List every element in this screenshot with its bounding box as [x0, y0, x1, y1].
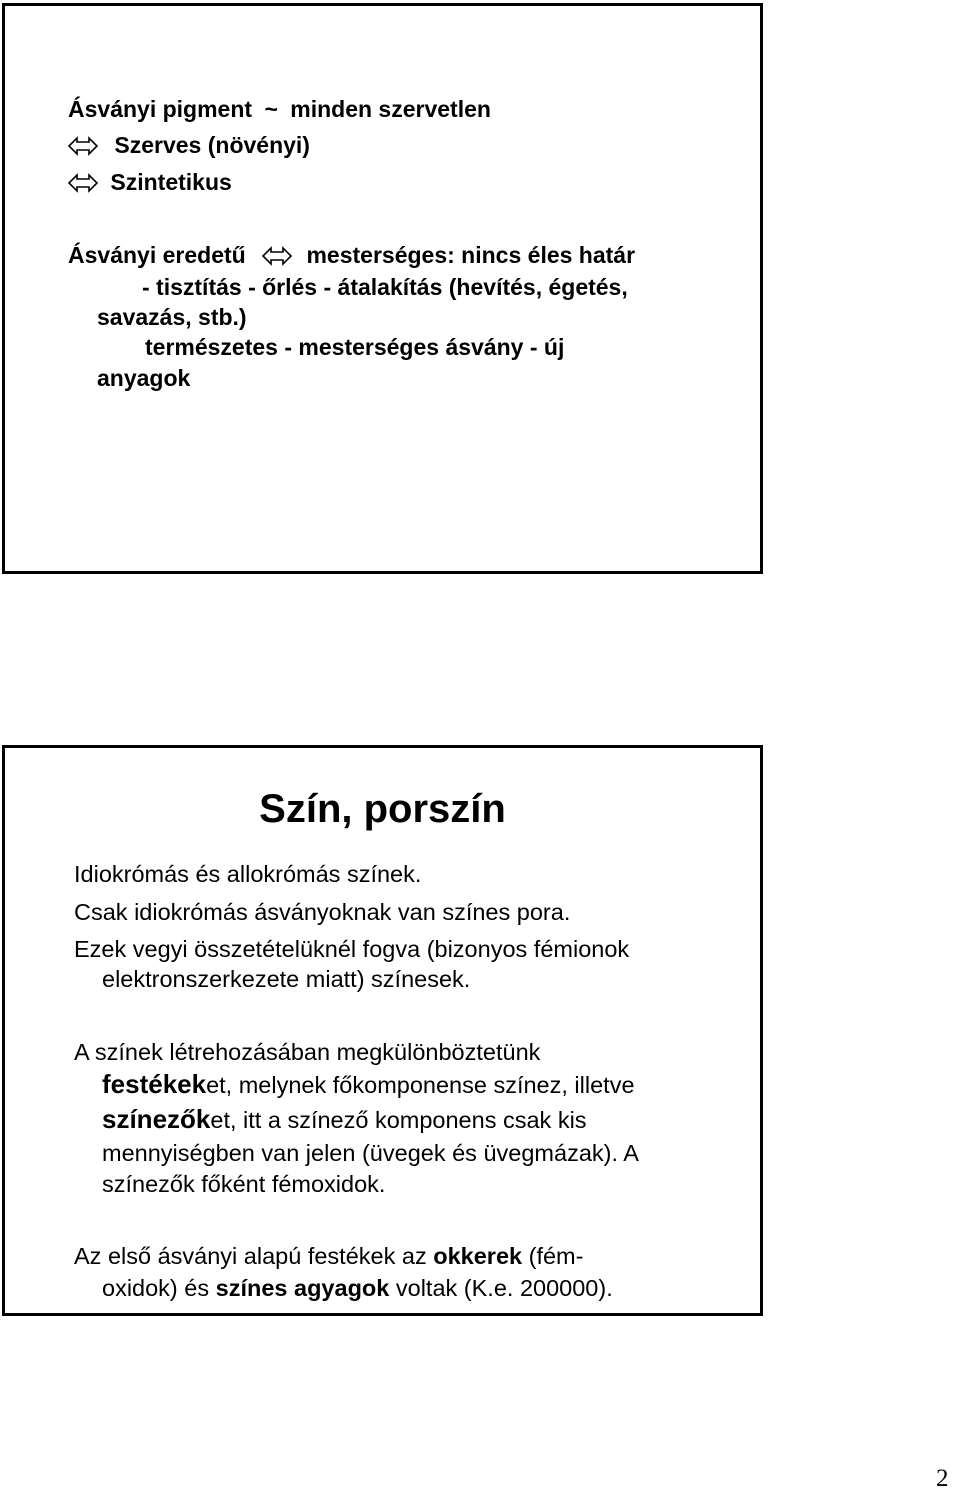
- slide1-line-2: Szerves (növényi): [68, 132, 310, 158]
- slide1-line-5: - tisztítás - őrlés - átalakítás (hevítés, égetés,: [142, 274, 628, 300]
- slide1-line-8: anyagok: [97, 365, 191, 391]
- para-4-line-2: festékeket, melynek főkomponense színez, illetve: [102, 1069, 635, 1099]
- slide-2: [2, 745, 763, 1316]
- term-szines-agyagok: színes agyagok: [215, 1275, 390, 1301]
- tilde-symbol: ~: [264, 96, 278, 122]
- slide1-line-1: Ásványi pigment ~ minden szervetlen: [68, 96, 491, 122]
- para-3-line-2: elektronszerkezete miatt) színesek.: [102, 966, 471, 992]
- slide1-line-3: Szintetikus: [68, 169, 232, 195]
- para-5-line-1: Az első ásványi alapú festékek az okkerek (fém-: [74, 1243, 584, 1269]
- slide1-line-6: savazás, stb.): [97, 304, 247, 330]
- slide-1: [2, 3, 763, 574]
- para-3-line-1: Ezek vegyi összetételüknél fogva (bizonyos fémionok: [74, 936, 630, 962]
- left-right-arrow-icon: [68, 173, 98, 193]
- para-1: Idiokrómás és allokrómás színek.: [74, 861, 422, 887]
- slide1-line-4: Ásványi eredetű mesterséges: nincs éles határ: [68, 242, 636, 268]
- slide1-line-7: természetes - mesterséges ásvány - új: [145, 334, 565, 360]
- para-2: Csak idiokrómás ásványoknak van színes pora.: [74, 899, 571, 925]
- term-szinezok: színezők: [102, 1104, 211, 1134]
- para-5-line-2: oxidok) és színes agyagok voltak (K.e. 200000).: [102, 1275, 613, 1301]
- term-okkerek: okkerek: [433, 1243, 523, 1269]
- para-4-line-4: mennyiségben van jelen (üvegek és üvegmázak). A: [102, 1140, 639, 1166]
- para-4-line-3: színezőket, itt a színező komponens csak kis: [102, 1104, 587, 1134]
- slide-title: Szín, porszín: [259, 787, 506, 831]
- left-right-arrow-icon: [262, 246, 292, 266]
- term-festekek: festékek: [102, 1069, 207, 1099]
- para-4-line-5: színezők főként fémoxidok.: [102, 1171, 386, 1197]
- left-right-arrow-icon: [68, 136, 98, 156]
- para-4-line-1: A színek létrehozásában megkülönböztetünk: [74, 1039, 541, 1065]
- page-number: 2: [936, 1465, 949, 1492]
